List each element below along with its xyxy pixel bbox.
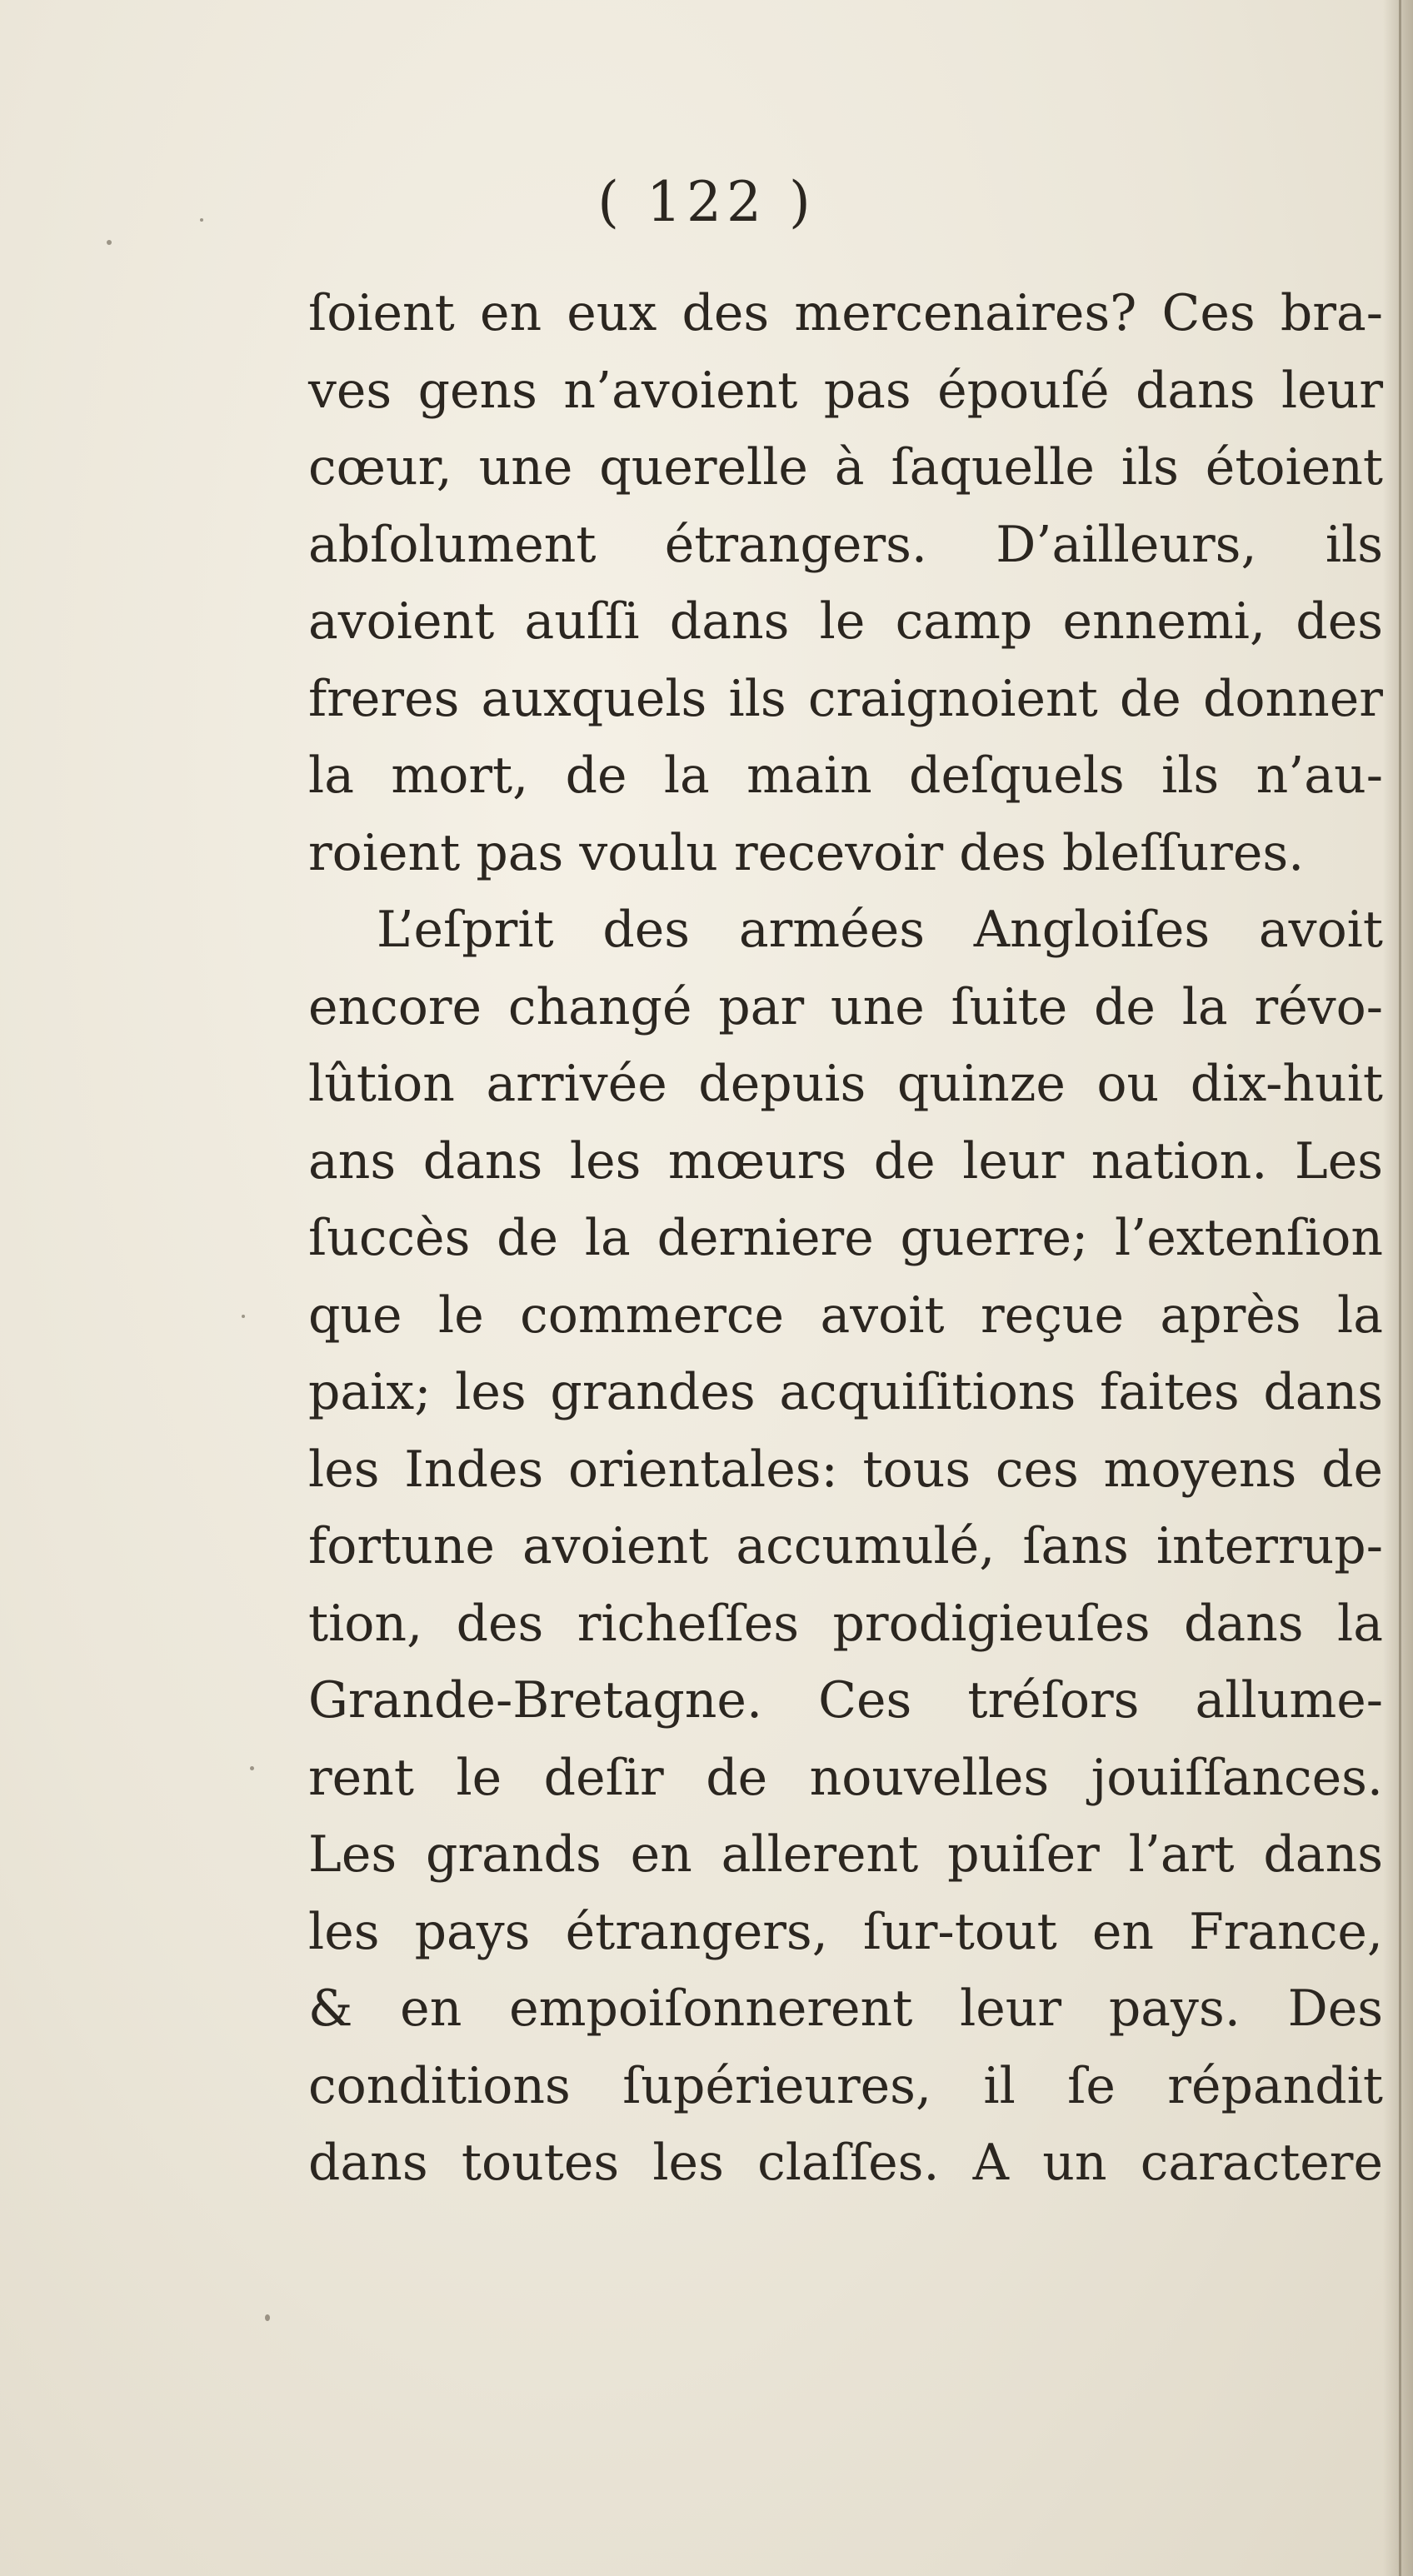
body-text: [308, 275, 1383, 2202]
text-line: ſoient en eux des mercenaires? Ces bra-: [308, 284, 1383, 342]
text-line: cœur, une querelle à ſaquelle ils étoient: [308, 438, 1383, 497]
text-line: abſolument étrangers. D’ailleurs, ils: [308, 515, 1383, 574]
text-line: les Indes orientales: tous ces moyens de: [308, 1440, 1383, 1499]
text-line: dans toutes les claſſes. A un caractere: [308, 2134, 1383, 2192]
text-line: ſuccès de la derniere guerre; l’extenſion: [308, 1209, 1383, 1267]
text-line: fortune avoient accumulé, ſans interrup-: [308, 1517, 1383, 1575]
text-line: avoient auſſi dans le camp ennemi, des: [308, 592, 1383, 651]
paper-speck: [250, 1766, 254, 1770]
paragraph-first-line: L’eſprit des armées Angloiſes avoit: [377, 901, 1383, 959]
text-line: roient pas voulu recevoir des bleſſures.: [308, 823, 1305, 882]
text-line: les pays étrangers, ſur-tout en France,: [308, 1902, 1383, 1961]
text-line: conditions ſupérieures, il ſe répandit: [308, 2056, 1383, 2115]
paper-speck: [107, 240, 112, 245]
page-number: ( 122 ): [597, 170, 816, 234]
text-line: Grande-Bretagne. Ces tréſors allume-: [308, 1671, 1383, 1730]
text-line: encore changé par une ſuite de la révo-: [308, 977, 1383, 1036]
paper-speck: [242, 1315, 245, 1318]
text-line: & en empoiſonnerent leur pays. Des: [308, 1979, 1383, 2038]
text-line: que le commerce avoit reçue après la: [308, 1286, 1383, 1345]
text-line: tion, des richeſſes prodigieuſes dans la: [308, 1594, 1383, 1653]
text-line: Les grands en allerent puiſer l’art dans: [308, 1825, 1383, 1884]
page-edge-line: [1399, 0, 1401, 2576]
text-line: freres auxquels ils craignoient de donner: [308, 669, 1383, 728]
text-line: paix; les grandes acquiſitions faites dans: [308, 1363, 1383, 1421]
page-edge-shadow: [1383, 0, 1413, 2576]
text-line: lûtion arrivée depuis quinze ou dix-huit: [308, 1055, 1383, 1113]
text-line: ans dans les mœurs de leur nation. Les: [308, 1131, 1383, 1191]
paper-speck: [265, 2314, 270, 2321]
text-line: la mort, de la main deſquels ils n’au-: [308, 746, 1383, 805]
text-line: rent le deſir de nouvelles jouiſſances.: [308, 1748, 1383, 1807]
text-line: ves gens n’avoient pas épouſé dans leur: [308, 361, 1383, 420]
